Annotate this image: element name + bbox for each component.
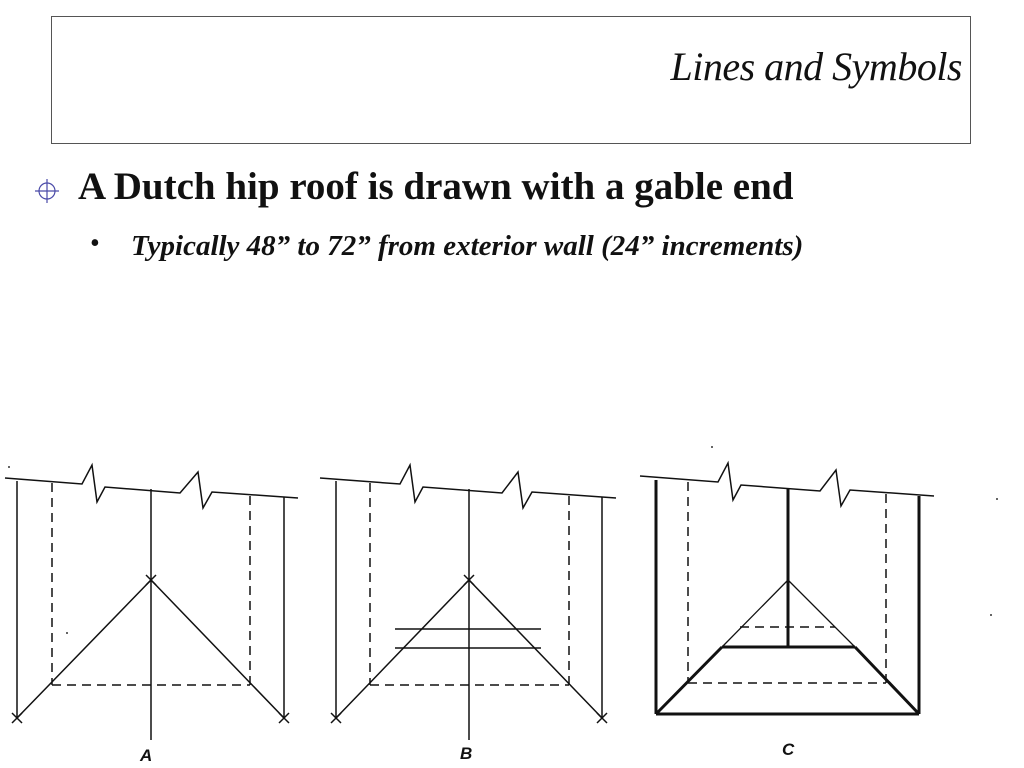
main-bullet-text: A Dutch hip roof is drawn with a gable end [78, 165, 794, 208]
hip-right-a [151, 580, 284, 718]
slide-title: Lines and Symbols [670, 44, 962, 89]
break-line-b [320, 465, 616, 508]
roof-diagram-a [5, 465, 298, 740]
hip-left-b [336, 580, 469, 718]
gable-slope-right-c [788, 580, 855, 647]
label-c: C [782, 740, 795, 759]
sub-bullet-text: Typically 48” to 72” from exterior wall (24” increments) [131, 230, 804, 262]
crosshair-circle-icon [34, 178, 60, 204]
hip-right-c [855, 647, 919, 714]
roof-plan-diagrams [0, 440, 1024, 768]
roof-diagram-c [640, 463, 934, 714]
hip-right-b [469, 580, 602, 718]
sub-bullet-dot: • [90, 228, 100, 259]
hip-left-a [17, 580, 151, 718]
roof-diagram-b [320, 465, 616, 740]
hip-left-c [656, 647, 722, 714]
scan-specks [8, 446, 998, 634]
label-a: A [140, 746, 153, 765]
gable-slope-left-c [722, 580, 788, 647]
label-b: B [460, 744, 473, 763]
title-box [51, 16, 971, 144]
